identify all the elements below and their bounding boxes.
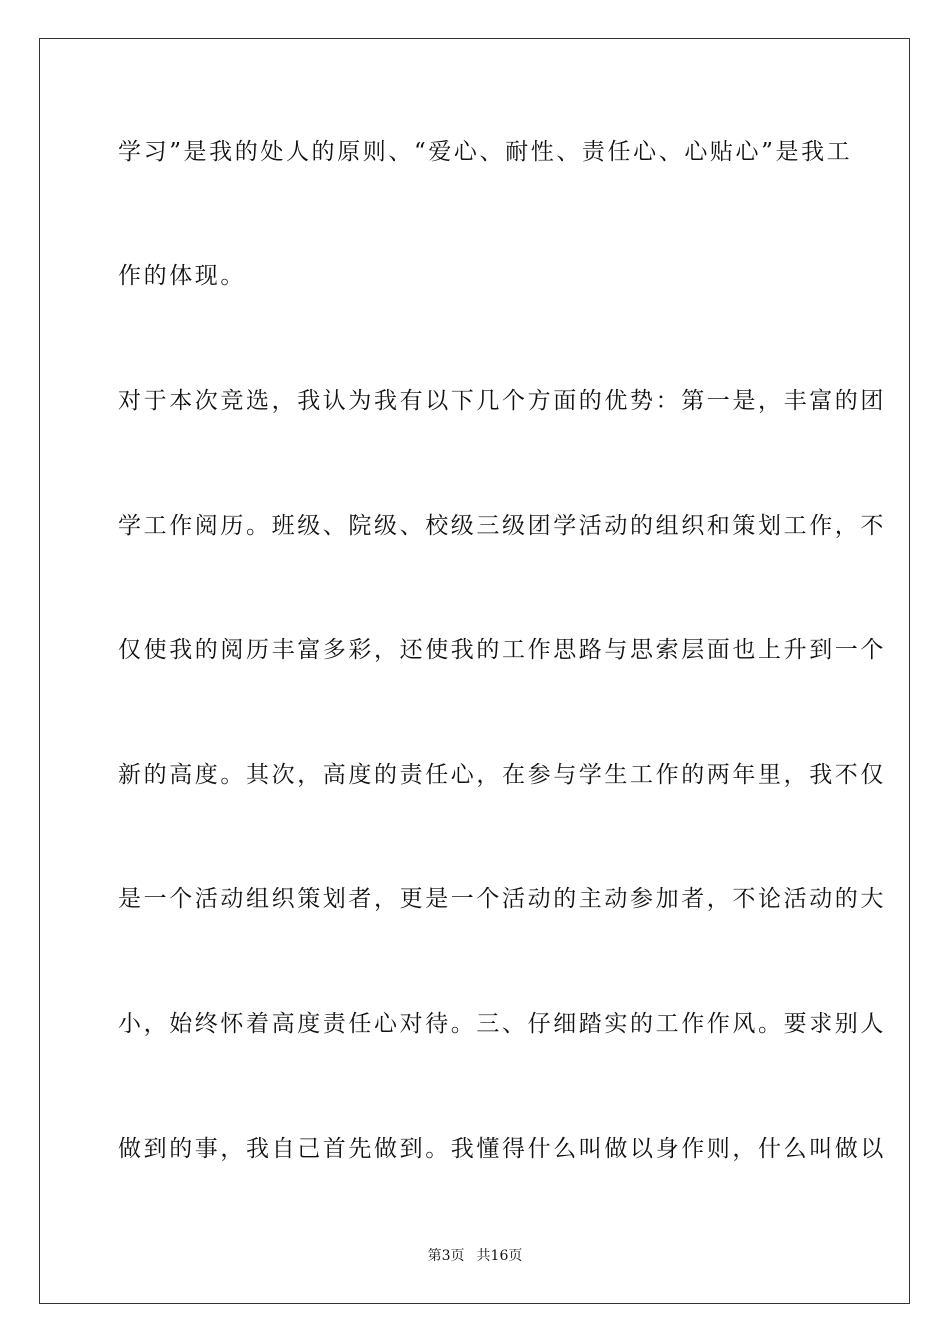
total-pages: 共16页 — [476, 1248, 523, 1264]
text-line: 学习”是我的处人的原则、“爱心、耐性、责任心、心贴心”是我工 — [118, 139, 853, 165]
page-footer — [0, 1246, 950, 1266]
text-line: 小，始终怀着高度责任心对待。三、仔细踏实的工作作风。要求别人 — [118, 1011, 886, 1037]
text-line: 做到的事，我自己首先做到。我懂得什么叫做以身作则，什么叫做以 — [118, 1136, 886, 1162]
text-line: 新的高度。其次，高度的责任心，在参与学生工作的两年里，我不仅 — [118, 762, 886, 788]
text-line: 仅使我的阅历丰富多彩，还使我的工作思路与思索层面也上升到一个 — [118, 637, 886, 663]
text-line: 作的体现。 — [118, 263, 246, 289]
page-number: 第3页 — [427, 1248, 465, 1264]
page-border — [39, 38, 910, 1304]
text-line: 学工作阅历。班级、院级、校级三级团学活动的组织和策划工作，不 — [118, 513, 886, 539]
text-line: 对于本次竞选，我认为我有以下几个方面的优势：第一是，丰富的团 — [118, 388, 886, 414]
text-line: 是一个活动组织策划者，更是一个活动的主动参加者，不论活动的大 — [118, 886, 886, 912]
